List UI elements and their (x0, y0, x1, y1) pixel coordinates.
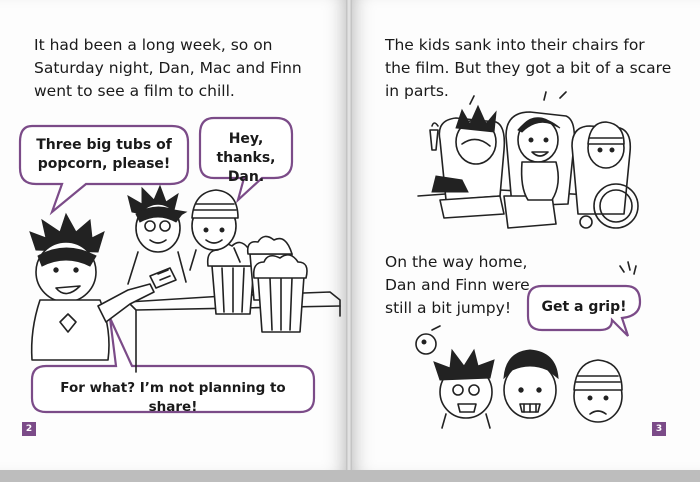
bubble-line: Three big tubs of (36, 137, 172, 153)
narration-line: went to see a film to chill. (34, 82, 235, 100)
narration-line: Saturday night, Dan, Mac and Finn (34, 59, 302, 77)
bubble-line: Dan. (227, 169, 265, 185)
narration-line: On the way home, (385, 253, 528, 271)
bubble-line: Hey, thanks, (216, 131, 276, 166)
narration-line: Dan and Finn were (385, 276, 530, 294)
narration-line: still a bit jumpy! (385, 299, 512, 317)
narration-line: in parts. (385, 82, 449, 100)
narration-line: It had been a long week, so on (34, 36, 273, 54)
narration-line: The kids sank into their chairs for (385, 36, 645, 54)
popcorn-tubs (208, 236, 307, 332)
bubble-dan-text (26, 136, 182, 174)
page-number-right: 3 (652, 422, 666, 436)
mac-character (128, 186, 186, 284)
bubble-bottom-text: For what? I’m not planning to share! (60, 380, 286, 415)
bubble-line: popcorn, please! (37, 156, 171, 172)
bubble-grip-text: Get a grip! (541, 299, 627, 315)
bubble-finn-text (204, 130, 288, 187)
cinema-seats-scene (418, 92, 638, 228)
narration-line: the film. But they got a bit of a scare (385, 59, 672, 77)
page-number-left: 2 (22, 422, 36, 436)
